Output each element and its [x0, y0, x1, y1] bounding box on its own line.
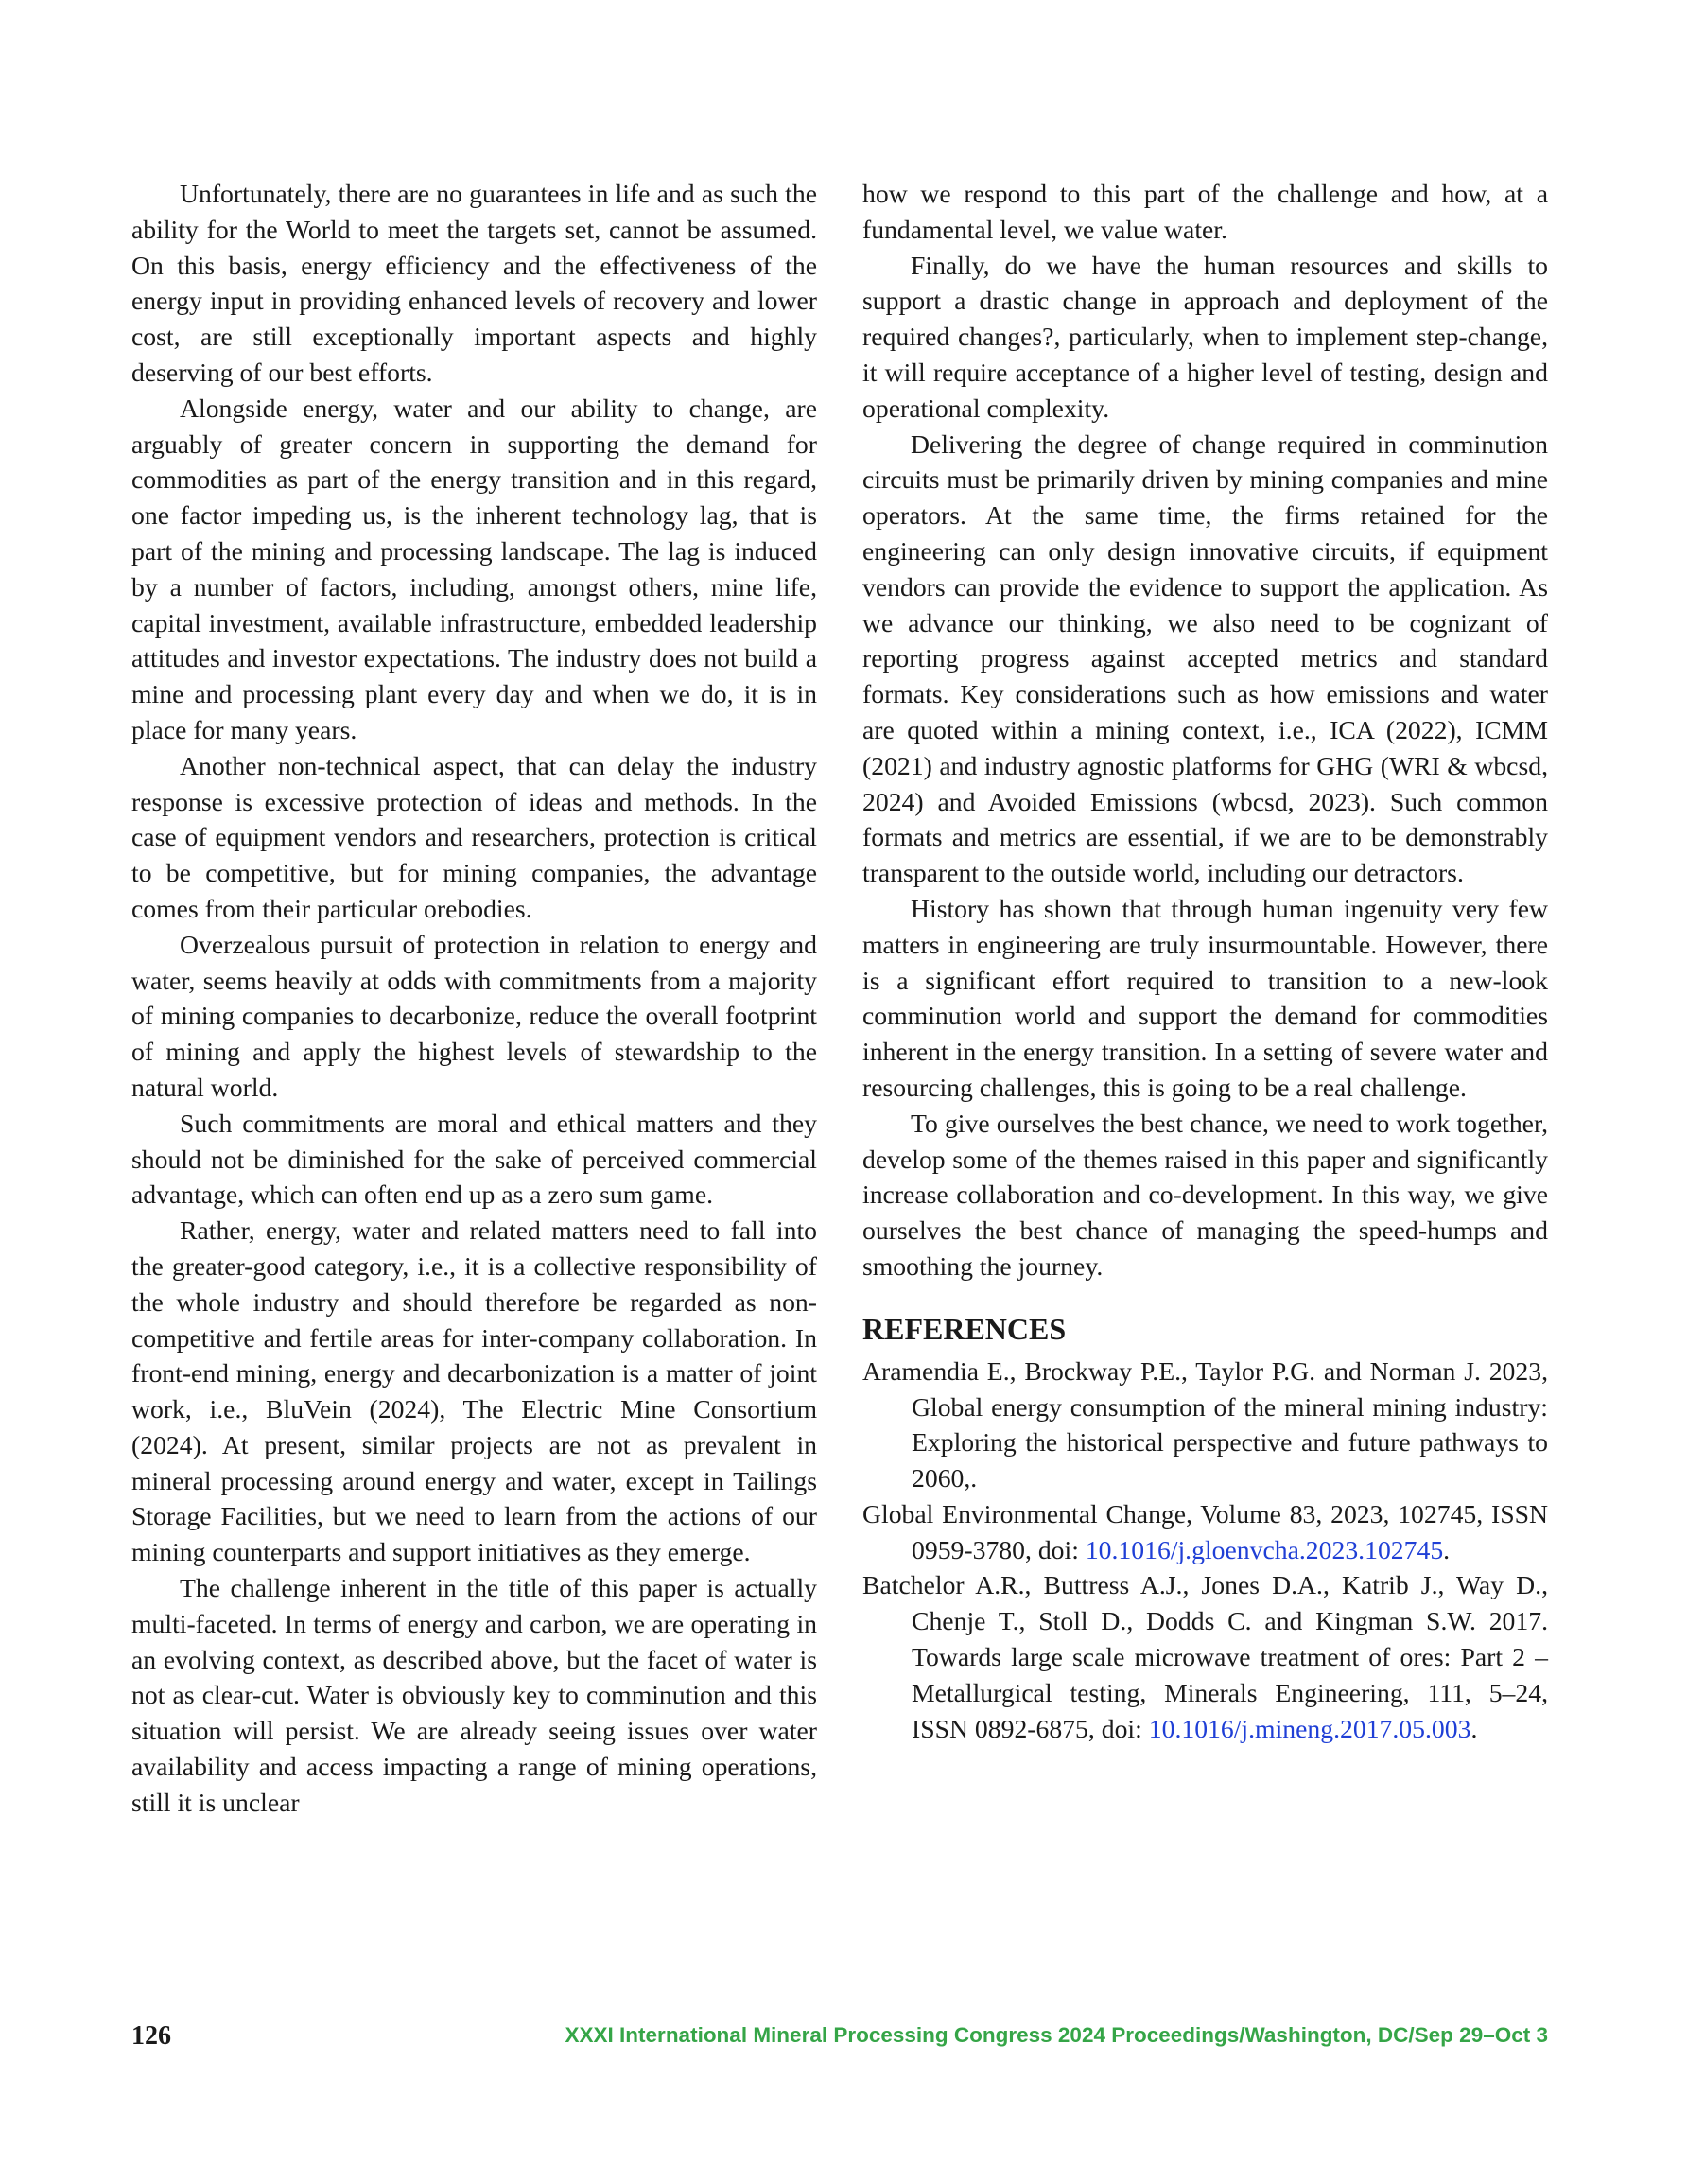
body-paragraph: Such commitments are moral and ethical matters and they should not be diminished for the sake of perceived commercial advantage, which can often end up as a zero sum game.: [131, 1108, 817, 1210]
footer-proceedings-title: XXXI International Mineral Processing Congress 2024 Proceedings/Washington, DC/Sep 29–Oct 3: [565, 2023, 1548, 2047]
reference-text: Global Environmental Change, Volume 83, 2023, 102745, ISSN 0959-3780, doi:: [862, 1498, 1548, 1564]
reference-text: Aramendia E., Brockway P.E., Taylor P.G. and Norman J. 2023, Global energy consumption of the mineral mining industry: Exploring the historical perspective and future pathways to 2060,.: [862, 1355, 1548, 1494]
body-paragraph: History has shown that through human ingenuity very few matters in engineering are truly insurmountable. However, there is a significant effort required to transition to a new-look comminution world and support the demand for commodities inherent in the energy transition. In a setting of severe water and resourcing challenges, this is going to be a real challenge.: [862, 893, 1548, 1102]
reference-end: .: [1443, 1534, 1451, 1564]
doi-link[interactable]: 10.1016/j.mineng​.2017.05.003: [1148, 1713, 1471, 1743]
page-footer: [131, 2021, 1548, 2059]
body-paragraph: Unfortunately, there are no guarantees in life and as such the ability for the World to meet the targets set, cannot be assumed. On this basis, energy efficiency and the effectiveness of the energy input in providing enhanced levels of recovery and lower cost, are still exceptionally important aspects and highly deserving of our best efforts.: [131, 179, 817, 387]
body-paragraph: Rather, energy, water and related matters need to fall into the greater-good category, i.e., it is a collective responsibility of the whole industry and should therefore be regarded as non-competitive and fertile areas for inter-company collaboration. In front-end mining, energy and decarbonization is a matter of joint work, i.e., BluVein (2024), The Electric Mine Consortium (2024). At present, similar projects are not as prevalent in mineral processing around energy and water, except in Tailings Storage Facilities, but we need to learn from the actions of our mining counterparts and support initiatives as they emerge.: [131, 1215, 817, 1567]
body-paragraph: Alongside energy, water and our ability to change, are arguably of greater concern in supporting the demand for commodities as part of the energy transition and in this regard, one factor impeding us, is the inherent technology lag, that is part of the mining and processing landscape. The lag is induced by a number of factors, including, amongst others, mine life, capital investment, available infrastructure, embedded leadership attitudes and investor expectations. The industry does not build a mine and processing plant every day and when we do, it is in place for many years.: [131, 393, 817, 744]
doi-link[interactable]: 10.1016/j.gloenvcha​.2023.102745: [1085, 1534, 1444, 1564]
body-paragraph: The challenge inherent in the title of this paper is actually multi-faceted. In terms of energy and carbon, we are operating in an evolving context, as described above, but the facet of water is not as clear-cut. Water is obviously key to comminution and this situation will persist. We are already seeing issues over water availability and access impacting a range of mining operations, still it is unclear: [131, 1573, 817, 1817]
references-heading: REFERENCES: [862, 1311, 1067, 1346]
left-column: [131, 176, 817, 1821]
page-number: 126: [131, 2021, 171, 2051]
body-paragraph: To give ourselves the best chance, we need to work together, develop some of the themes raised in this paper and significantly increase collaboration and co-development. In this way, we give ourselves the best chance of managing the speed-humps and smoothing the journey.: [862, 1108, 1548, 1281]
reference-end: .: [1470, 1713, 1478, 1743]
reference-text: Batchelor A.R., Buttress A.J., Jones D.A., Katrib J., Way D., Chenje T., Stoll D., Dodds C. and Kingman S.W. 2017. Towards large scale microwave treatment of ores: Part 2 – Metallurgical testing, Minerals Engineering, 111, 5–24, ISSN 0892-6875, doi:: [862, 1570, 1548, 1743]
body-paragraph: Overzealous pursuit of protection in relation to energy and water, seems heavily at odds with commitments from a majority of mining companies to decarbonize, reduce the overall footprint of mining and apply the highest levels of stewardship to the natural world.: [131, 929, 817, 1102]
body-paragraph: Another non-technical aspect, that can delay the industry response is excessive protection of ideas and methods. In the case of equipment vendors and researchers, protection is critical to be competitive, but for mining companies, the advantage comes from their particular orebodies.: [131, 750, 817, 923]
body-paragraph: Finally, do we have the human resources and skills to support a drastic change in approach and deployment of the required changes?, particularly, when to implement step-change, it will require acceptance of a higher level of testing, design and operational complexity.: [862, 250, 1548, 423]
reference-item: [862, 1354, 1548, 1496]
body-paragraph-continuation: how we respond to this part of the challenge and how, at a fundamental level, we value water.: [862, 179, 1548, 244]
body-paragraph: Delivering the degree of change required in comminution circuits must be primarily driven by mining companies and mine operators. At the same time, the firms retained for the engineering can only design innovative circuits, if equipment vendors can provide the evidence to support the application. As we advance our thinking, we also need to be cognizant of reporting progress against accepted metrics and standard formats. Key considerations such as how emissions and water are quoted within a mining context, i.e., ICA (2022), ICMM (2021) and industry agnostic platforms for GHG (WRI & wbcsd, 2024) and Avoided Emissions (wbcsd, 2023). Such common formats and metrics are essential, if we are to be demonstrably transparent to the outside world, including our detractors.: [862, 428, 1548, 888]
reference-item: [862, 1567, 1548, 1746]
reference-item: [862, 1496, 1548, 1568]
right-column: [862, 176, 1548, 1746]
